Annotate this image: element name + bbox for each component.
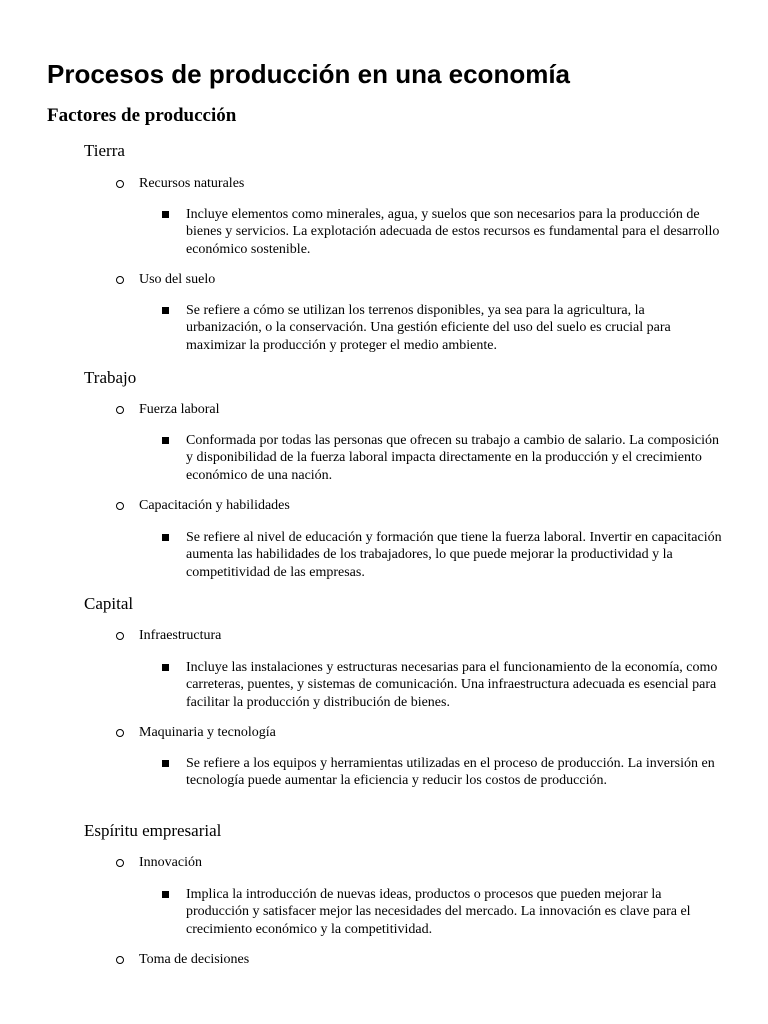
factor-heading-tierra: Tierra [84,141,125,160]
description-text: Se refiere a los equipos y herramientas utilizadas en el proceso de producción. La inversión en tecnología puede aumentar la eficiencia y reducir los costos de producción. [186,756,715,789]
square-bullet-icon [162,664,169,671]
description-text: Incluye las instalaciones y estructuras necesarias para el funcionamiento de la economía, como carreteras, puentes, y sistemas de comunicación. Una infraestructura adecuada es esencial para facilitar la producción y distribución de bienes. [186,660,718,710]
description-text: Implica la introducción de nuevas ideas, productos o procesos que pueden mejorar la producción y satisfacer mejor las necesidades del mercado. La innovación es clave para el crecimiento económico y la competitividad. [186,887,691,937]
description-text: Se refiere a cómo se utilizan los terrenos disponibles, ya sea para la agricultura, la urbanización, o la conservación. Una gestión eficiente del uso del suelo es crucial para maximizar la producción y proteger el medio ambiente. [186,303,671,353]
square-bullet-icon [162,534,169,541]
item-label: Capacitación y habilidades [139,498,290,513]
circle-bullet-icon [116,632,124,640]
circle-bullet-icon [116,502,124,510]
circle-bullet-icon [116,180,124,188]
item-label: Recursos naturales [139,176,245,191]
circle-bullet-icon [116,729,124,737]
item-label: Fuerza laboral [139,402,220,417]
circle-bullet-icon [116,956,124,964]
description-text: Conformada por todas las personas que ofrecen su trabajo a cambio de salario. La composición y disponibilidad de la fuerza laboral impacta directamente en la producción y el crecimiento económico de una nación. [186,433,719,483]
factor-heading-trabajo: Trabajo [84,368,137,387]
circle-bullet-icon [116,406,124,414]
item-label: Infraestructura [139,628,222,643]
item-label: Innovación [139,855,202,870]
circle-bullet-icon [116,859,124,867]
section-title: Factores de producción [47,105,237,126]
square-bullet-icon [162,760,169,767]
item-label: Toma de decisiones [139,952,250,967]
page-title: Procesos de producción en una economía [47,59,571,89]
circle-bullet-icon [116,276,124,284]
factor-heading-capital: Capital [84,594,134,613]
square-bullet-icon [162,307,169,314]
description-text: Se refiere al nivel de educación y formación que tiene la fuerza laboral. Invertir en capacitación aumenta las habilidades de los trabajadores, lo que puede mejorar la productividad y la competitividad de las empresas. [186,530,722,580]
square-bullet-icon [162,437,169,444]
item-label: Uso del suelo [139,272,216,287]
factor-heading-espiritu-empresarial: Espíritu empresarial [84,821,222,840]
square-bullet-icon [162,891,169,898]
description-text: Incluye elementos como minerales, agua, y suelos que son necesarios para la producción de bienes y servicios. La explotación adecuada de estos recursos es fundamental para el desarrollo económico sostenible. [186,207,720,257]
square-bullet-icon [162,211,169,218]
item-label: Maquinaria y tecnología [139,725,276,740]
